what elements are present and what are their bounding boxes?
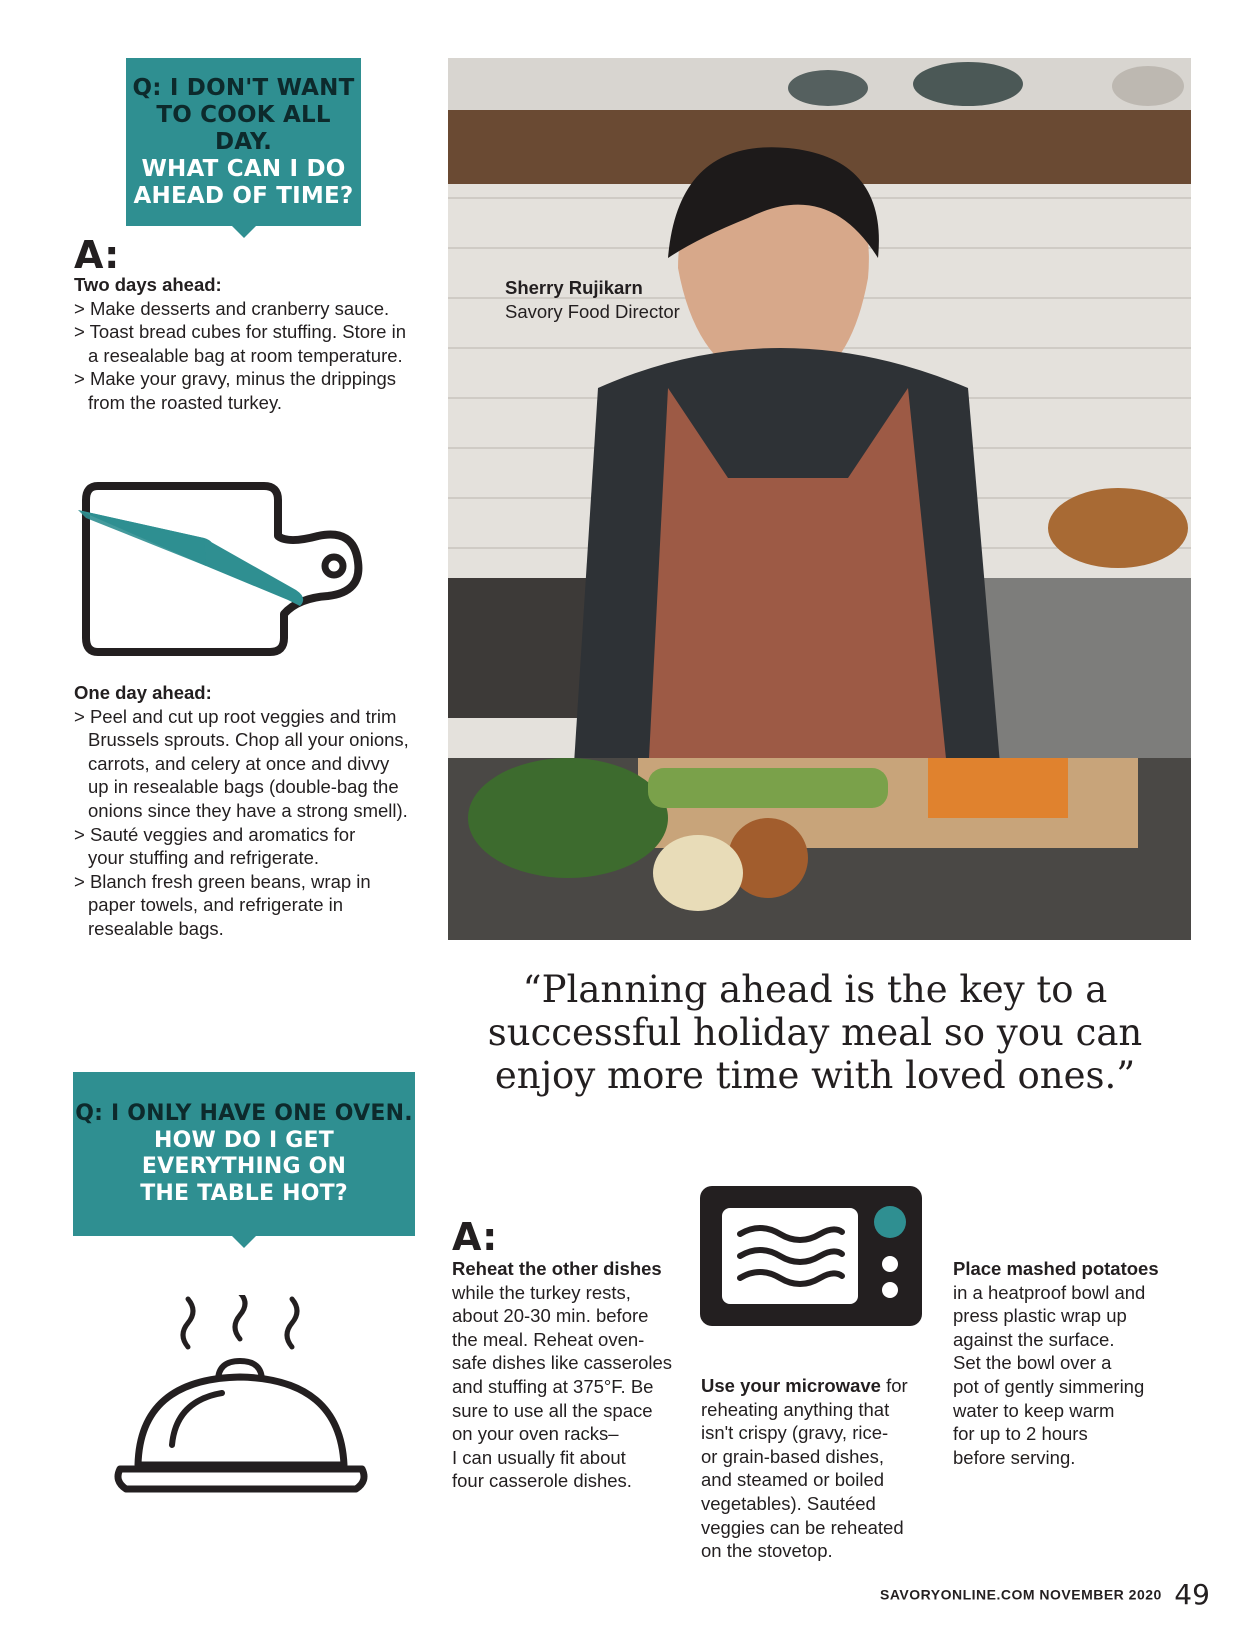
paragraph-line: I can usually fit about (452, 1446, 626, 1468)
section-heading: Two days ahead: (74, 274, 222, 295)
photo-caption (505, 276, 680, 324)
list-item: carrots, and celery at once and divvy (88, 752, 390, 774)
paragraph-line: Set the bowl over a (953, 1352, 1112, 1374)
section-heading: Place mashed potatoes (953, 1258, 1159, 1279)
chef-photo (448, 58, 1191, 940)
pull-quote (460, 968, 1170, 1097)
question-line: WHAT CAN I DO (141, 155, 346, 182)
quote-line: “Planning ahead is the key to a (522, 968, 1108, 1011)
paragraph-line: reheating anything that (701, 1398, 890, 1420)
question-line: THE TABLE HOT? (140, 1180, 348, 1206)
list-item: your stuffing and refrigerate. (88, 847, 320, 869)
paragraph-line: before serving. (953, 1446, 1076, 1468)
question-line: Q: I DON'T WANT (132, 74, 355, 101)
paragraph-line: in a heatproof bowl and (953, 1281, 1146, 1303)
list-item: resealable bags. (88, 917, 224, 939)
list-item: > Sauté veggies and aromatics for (74, 823, 356, 845)
question-box-1 (126, 58, 361, 226)
list-item: > Blanch fresh green beans, wrap in (74, 870, 371, 892)
paragraph-line: while the turkey rests, (452, 1281, 631, 1303)
list-item: a resealable bag at room temperature. (88, 344, 403, 366)
paragraph-line: about 20-30 min. before (452, 1305, 649, 1327)
one-day-ahead-section (74, 681, 434, 941)
list-item: paper towels, and refrigerate in (88, 894, 344, 916)
paragraph-line: or grain-based dishes, (701, 1445, 885, 1467)
heading-rest: for (880, 1375, 908, 1396)
paragraph-line: the meal. Reheat oven- (452, 1328, 645, 1350)
answer-label: A: (74, 233, 120, 277)
paragraph-line: press plastic wrap up (953, 1305, 1127, 1327)
question-line: HOW DO I GET (153, 1127, 334, 1153)
paragraph-line: on the stovetop. (701, 1540, 833, 1562)
section-heading: Use your microwave (701, 1375, 881, 1396)
paragraph-line: against the surface. (953, 1328, 1115, 1350)
paragraph-line: pot of gently simmering (953, 1375, 1145, 1397)
question-line: AHEAD OF TIME? (133, 182, 354, 209)
footer-site: SAVORYONLINE.COM NOVEMBER 2020 (880, 1586, 1162, 1603)
question-box-2 (73, 1072, 415, 1236)
question-line: TO COOK ALL DAY. (156, 101, 331, 155)
answer-label: A: (452, 1215, 498, 1259)
section-heading: One day ahead: (74, 682, 212, 703)
list-item: > Make your gravy, minus the drippings (74, 368, 397, 390)
paragraph-line: isn't crispy (gravy, rice- (701, 1422, 889, 1444)
paragraph-line: safe dishes like casseroles (452, 1352, 673, 1374)
caption-title: Savory Food Director (505, 301, 680, 322)
page-footer (880, 1578, 1210, 1611)
list-item: from the roasted turkey. (88, 391, 282, 413)
question-line: Q: I ONLY HAVE ONE OVEN. (75, 1101, 413, 1126)
question-line: EVERYTHING ON (141, 1154, 347, 1179)
paragraph-line: veggies can be reheated (701, 1516, 904, 1538)
list-item: Brussels sprouts. Chop all your onions, (88, 729, 409, 751)
paragraph-line (701, 1374, 931, 1398)
paragraph-line: and steamed or boiled (701, 1469, 885, 1491)
page-number: 49 (1174, 1578, 1210, 1611)
paragraph-line: on your oven racks– (452, 1423, 619, 1445)
section-heading: Reheat the other dishes (452, 1258, 662, 1279)
paragraph-line: water to keep warm (953, 1399, 1115, 1421)
list-item: > Toast bread cubes for stuffing. Store in (74, 321, 407, 343)
cutting-board-knife-icon (78, 474, 368, 664)
list-item: > Make desserts and cranberry sauce. (74, 297, 390, 319)
serving-cloche-icon (112, 1295, 372, 1505)
list-item: onions since they have a strong smell). (88, 799, 408, 821)
paragraph-line: four casserole dishes. (452, 1470, 632, 1492)
paragraph-line: vegetables). Sautéed (701, 1492, 876, 1514)
reheat-section (452, 1257, 692, 1493)
list-item: > Peel and cut up root veggies and trim (74, 705, 397, 727)
list-item: up in resealable bags (double-bag the (88, 776, 399, 798)
paragraph-line: and stuffing at 375°F. Be (452, 1375, 654, 1397)
microwave-section (701, 1374, 931, 1563)
paragraph-line: for up to 2 hours (953, 1423, 1088, 1445)
mashed-potatoes-section (953, 1257, 1193, 1469)
microwave-icon (700, 1186, 922, 1326)
paragraph-line: sure to use all the space (452, 1399, 653, 1421)
chef-photo-illustration (448, 58, 1191, 940)
quote-line: successful holiday meal so you can (487, 1011, 1143, 1054)
quote-line: enjoy more time with loved ones.” (494, 1054, 1136, 1097)
two-days-ahead-section (74, 273, 434, 415)
caption-name: Sherry Rujikarn (505, 277, 643, 298)
